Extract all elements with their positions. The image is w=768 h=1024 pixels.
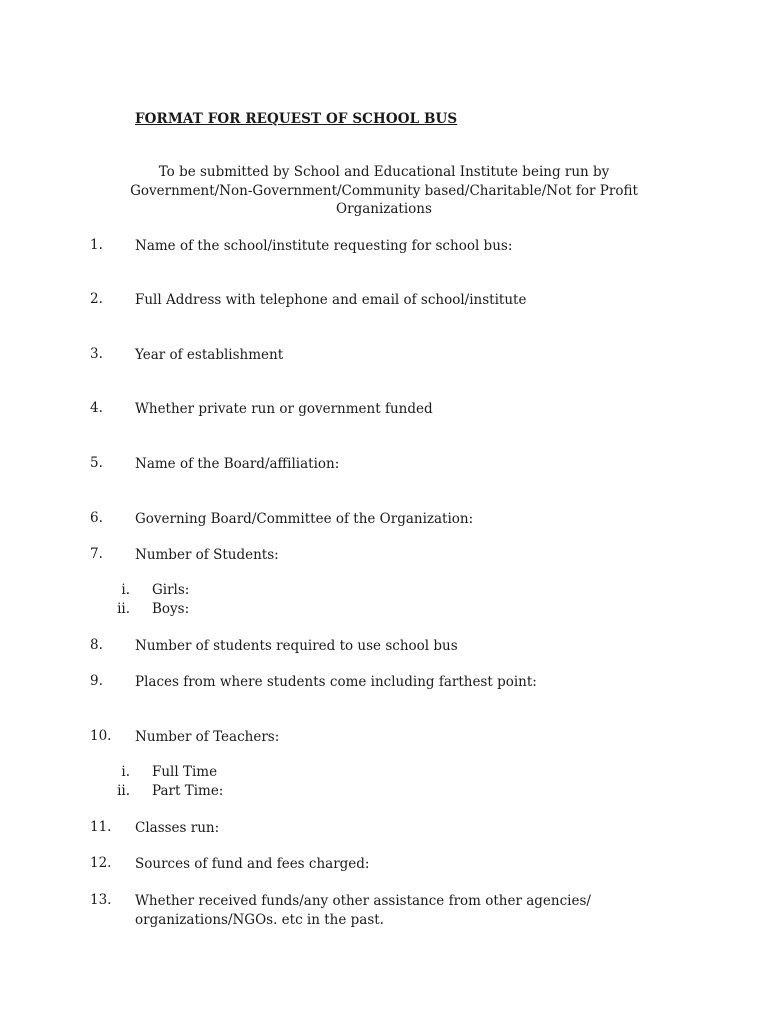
item-text: Classes run: xyxy=(135,820,220,836)
item-text: Number of Teachers: xyxy=(135,729,280,745)
sub-item-number: ii. xyxy=(117,601,130,617)
item-text-line-2: organizations/NGOs. etc in the past. xyxy=(135,911,384,928)
sub-item-text: Girls: xyxy=(152,582,190,598)
item-number: 13. xyxy=(90,892,112,908)
item-number: 4. xyxy=(90,400,103,416)
document-title: FORMAT FOR REQUEST OF SCHOOL BUS xyxy=(135,111,458,127)
item-number: 11. xyxy=(90,819,112,835)
item-number: 8. xyxy=(90,637,103,653)
item-number: 7. xyxy=(90,546,103,562)
item-text: Number of Students: xyxy=(135,547,279,563)
sub-item-number: ii. xyxy=(117,783,130,799)
item-number: 1. xyxy=(90,237,103,253)
intro-line-3: Organizations xyxy=(336,201,432,217)
sub-item-text: Part Time: xyxy=(152,783,224,799)
item-text: Sources of fund and fees charged: xyxy=(135,856,370,872)
item-text: Name of the school/institute requesting for school bus: xyxy=(135,238,513,254)
item-text: Governing Board/Committee of the Organization: xyxy=(135,511,474,527)
intro-line-1: To be submitted by School and Educational Institute being run by xyxy=(158,164,610,180)
item-number: 12. xyxy=(90,855,112,871)
sub-item-number: i. xyxy=(121,764,130,780)
item-text: Full Address with telephone and email of school/institute xyxy=(135,292,527,308)
sub-item-text: Full Time xyxy=(152,764,218,780)
item-text: Whether private run or government funded xyxy=(135,401,433,417)
item-text: Year of establishment xyxy=(135,347,284,363)
item-text-line-1: Whether received funds/any other assistance from other agencies/ xyxy=(135,893,591,909)
item-text: Name of the Board/affiliation: xyxy=(135,456,340,472)
sub-item-text: Boys: xyxy=(152,601,190,617)
item-number: 5. xyxy=(90,455,103,471)
item-number: 3. xyxy=(90,346,103,362)
item-number: 6. xyxy=(90,510,103,526)
item-text: Places from where students come including farthest point: xyxy=(135,674,537,690)
item-text: Number of students required to use school bus xyxy=(135,638,458,654)
sub-item-number: i. xyxy=(121,582,130,598)
item-number: 2. xyxy=(90,291,103,307)
item-number: 10. xyxy=(90,728,112,744)
intro-line-2: Government/Non-Government/Community based/Charitable/Not for Profit xyxy=(130,182,638,199)
item-number: 9. xyxy=(90,673,103,689)
intro-paragraph xyxy=(90,163,678,219)
